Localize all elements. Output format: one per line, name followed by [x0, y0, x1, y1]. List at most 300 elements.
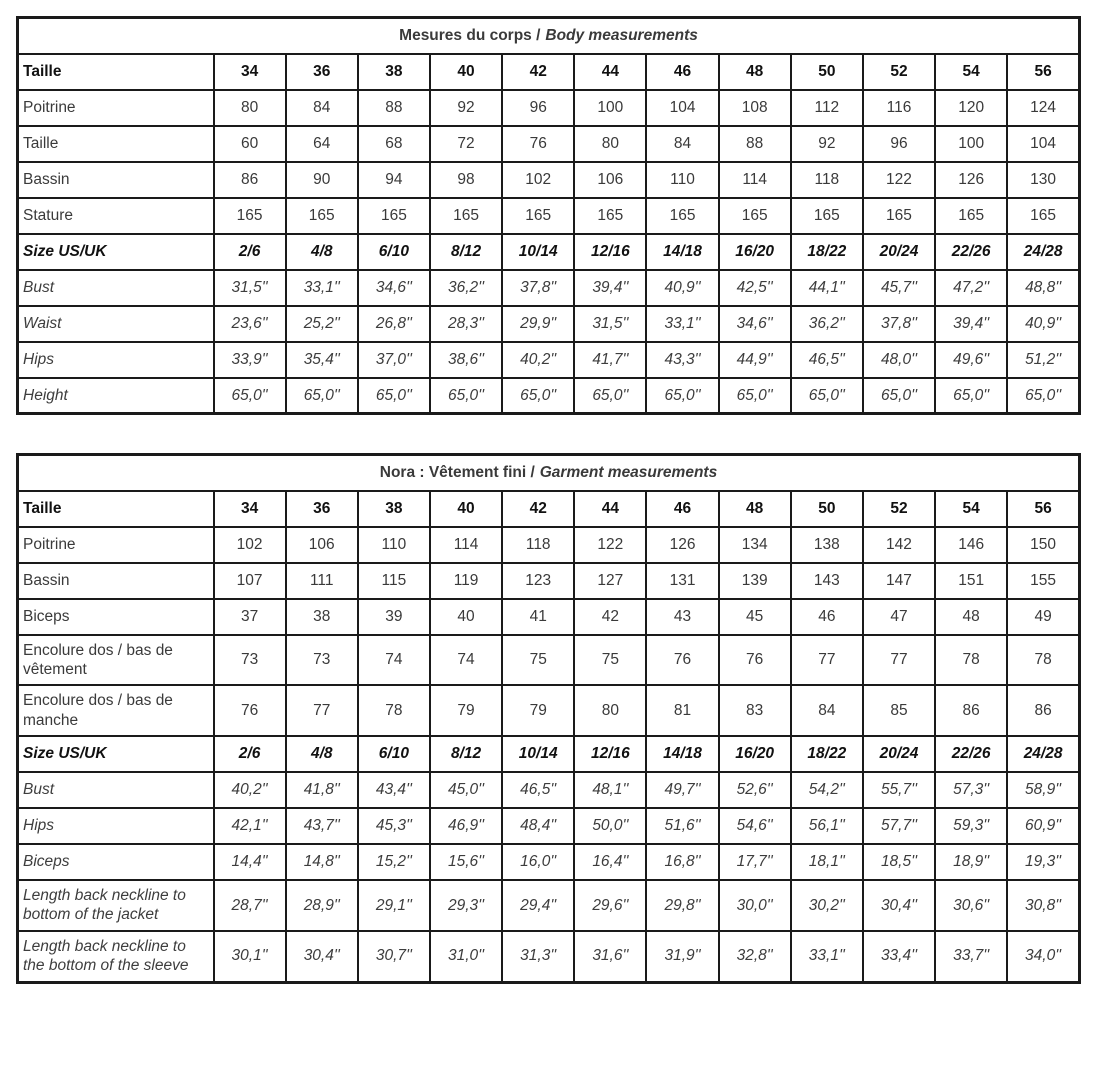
row-label: Stature: [18, 198, 214, 234]
data-cell: 73: [286, 635, 358, 686]
data-cell: 29,8'': [646, 880, 718, 931]
data-cell: 45,0'': [430, 772, 502, 808]
row-size-us-uk: [18, 736, 1080, 772]
data-cell: 44,9'': [719, 342, 791, 378]
data-cell: 76: [214, 685, 286, 736]
data-cell: 126: [646, 527, 718, 563]
data-cell: 65,0'': [719, 378, 791, 414]
data-cell: 90: [286, 162, 358, 198]
data-cell: 94: [358, 162, 430, 198]
data-cell: 56,1'': [791, 808, 863, 844]
data-cell: 65,0'': [935, 378, 1007, 414]
data-cell: 96: [863, 126, 935, 162]
data-cell: 122: [863, 162, 935, 198]
data-cell: 165: [646, 198, 718, 234]
data-cell: 47,2'': [935, 270, 1007, 306]
data-cell: 115: [358, 563, 430, 599]
data-cell: 165: [574, 198, 646, 234]
data-cell: 41,8'': [286, 772, 358, 808]
data-cell: 151: [935, 563, 1007, 599]
table-title-main: Nora : Vêtement fini /: [379, 464, 535, 482]
data-cell: 106: [574, 162, 646, 198]
data-cell: 72: [430, 126, 502, 162]
data-cell: 165: [935, 198, 1007, 234]
row-label: Biceps: [18, 599, 214, 635]
row-biceps: [18, 599, 1080, 635]
size-column-header: 48: [719, 491, 791, 527]
data-cell: 49,6'': [935, 342, 1007, 378]
size-column-header: 40: [430, 54, 502, 90]
data-cell: 44,1'': [791, 270, 863, 306]
data-cell: 29,3'': [430, 880, 502, 931]
data-cell: 98: [430, 162, 502, 198]
table-title-main: Mesures du corps /: [399, 27, 541, 45]
row-encolure-dos-bas-de-manche: [18, 685, 1080, 736]
table-title: [18, 455, 1080, 491]
data-cell: 165: [286, 198, 358, 234]
data-cell: 110: [358, 527, 430, 563]
row-label: Length back neckline to the bottom of the sleeve: [18, 931, 214, 982]
data-cell: 58,9'': [1007, 772, 1079, 808]
row-label: Bassin: [18, 162, 214, 198]
row-label: Height: [18, 378, 214, 414]
data-cell: 100: [574, 90, 646, 126]
row-label: Length back neckline to bottom of the jacket: [18, 880, 214, 931]
data-cell: 86: [214, 162, 286, 198]
data-cell: 75: [574, 635, 646, 686]
data-cell: 108: [719, 90, 791, 126]
data-cell: 76: [646, 635, 718, 686]
data-cell: 54,2'': [791, 772, 863, 808]
data-cell: 65,0'': [574, 378, 646, 414]
data-cell: 29,4'': [502, 880, 574, 931]
row-taille: [18, 126, 1080, 162]
row-label: Encolure dos / bas de manche: [18, 685, 214, 736]
row-bust: [18, 772, 1080, 808]
data-cell: 16,4'': [574, 844, 646, 880]
data-cell: 41,7'': [574, 342, 646, 378]
data-cell: 73: [214, 635, 286, 686]
data-cell: 31,6'': [574, 931, 646, 982]
data-cell: 12/16: [574, 234, 646, 270]
data-cell: 165: [1007, 198, 1079, 234]
data-cell: 39: [358, 599, 430, 635]
data-cell: 57,3'': [935, 772, 1007, 808]
data-cell: 4/8: [286, 234, 358, 270]
data-cell: 30,2'': [791, 880, 863, 931]
data-cell: 37,8'': [502, 270, 574, 306]
data-cell: 30,7'': [358, 931, 430, 982]
data-cell: 38,6'': [430, 342, 502, 378]
data-cell: 76: [502, 126, 574, 162]
data-cell: 29,9'': [502, 306, 574, 342]
row-encolure-dos-bas-de-v-tement: [18, 635, 1080, 686]
data-cell: 34,0'': [1007, 931, 1079, 982]
data-cell: 29,6'': [574, 880, 646, 931]
data-cell: 39,4'': [935, 306, 1007, 342]
data-cell: 26,8'': [358, 306, 430, 342]
data-cell: 40,9'': [646, 270, 718, 306]
data-cell: 78: [1007, 635, 1079, 686]
data-cell: 46: [791, 599, 863, 635]
data-cell: 31,5'': [574, 306, 646, 342]
data-cell: 86: [1007, 685, 1079, 736]
data-cell: 49,7'': [646, 772, 718, 808]
data-cell: 33,1'': [286, 270, 358, 306]
data-cell: 31,9'': [646, 931, 718, 982]
sizes-header-label: Taille: [18, 54, 214, 90]
data-cell: 28,7'': [214, 880, 286, 931]
row-label: Size US/UK: [18, 234, 214, 270]
size-column-header: 52: [863, 54, 935, 90]
data-cell: 60: [214, 126, 286, 162]
data-cell: 45,7'': [863, 270, 935, 306]
data-cell: 88: [358, 90, 430, 126]
data-cell: 104: [1007, 126, 1079, 162]
data-cell: 165: [214, 198, 286, 234]
data-cell: 78: [358, 685, 430, 736]
data-cell: 112: [791, 90, 863, 126]
row-label: Poitrine: [18, 90, 214, 126]
data-cell: 25,2'': [286, 306, 358, 342]
data-cell: 20/24: [863, 234, 935, 270]
data-cell: 106: [286, 527, 358, 563]
row-label: Bassin: [18, 563, 214, 599]
data-cell: 32,8'': [719, 931, 791, 982]
data-cell: 18/22: [791, 234, 863, 270]
data-cell: 150: [1007, 527, 1079, 563]
data-cell: 114: [430, 527, 502, 563]
data-cell: 49: [1007, 599, 1079, 635]
row-label: Encolure dos / bas de vêtement: [18, 635, 214, 686]
size-column-header: 54: [935, 54, 1007, 90]
data-cell: 84: [791, 685, 863, 736]
row-label: Hips: [18, 808, 214, 844]
row-bassin: [18, 162, 1080, 198]
data-cell: 20/24: [863, 736, 935, 772]
data-cell: 14,8'': [286, 844, 358, 880]
data-cell: 39,4'': [574, 270, 646, 306]
data-cell: 122: [574, 527, 646, 563]
data-cell: 40,2'': [214, 772, 286, 808]
data-cell: 10/14: [502, 234, 574, 270]
data-cell: 48: [935, 599, 1007, 635]
data-cell: 77: [791, 635, 863, 686]
data-cell: 131: [646, 563, 718, 599]
data-cell: 60,9'': [1007, 808, 1079, 844]
data-cell: 18,1'': [791, 844, 863, 880]
data-cell: 147: [863, 563, 935, 599]
data-cell: 77: [286, 685, 358, 736]
data-cell: 16,8'': [646, 844, 718, 880]
data-cell: 65,0'': [358, 378, 430, 414]
data-cell: 127: [574, 563, 646, 599]
row-poitrine: [18, 90, 1080, 126]
data-cell: 48,8'': [1007, 270, 1079, 306]
size-column-header: 34: [214, 491, 286, 527]
size-column-header: 34: [214, 54, 286, 90]
table-title: [18, 18, 1080, 54]
data-cell: 51,6'': [646, 808, 718, 844]
data-cell: 88: [719, 126, 791, 162]
row-size-us-uk: [18, 234, 1080, 270]
size-column-header: 48: [719, 54, 791, 90]
data-cell: 65,0'': [863, 378, 935, 414]
data-cell: 80: [574, 126, 646, 162]
data-cell: 6/10: [358, 736, 430, 772]
data-cell: 64: [286, 126, 358, 162]
data-cell: 80: [214, 90, 286, 126]
data-cell: 14,4'': [214, 844, 286, 880]
data-cell: 85: [863, 685, 935, 736]
data-cell: 24/28: [1007, 234, 1079, 270]
data-cell: 10/14: [502, 736, 574, 772]
data-cell: 43: [646, 599, 718, 635]
sizes-header-row: [18, 54, 1080, 90]
data-cell: 15,2'': [358, 844, 430, 880]
data-cell: 23,6'': [214, 306, 286, 342]
size-column-header: 42: [502, 491, 574, 527]
data-cell: 43,4'': [358, 772, 430, 808]
data-cell: 18,9'': [935, 844, 1007, 880]
data-cell: 30,6'': [935, 880, 1007, 931]
data-cell: 65,0'': [430, 378, 502, 414]
data-cell: 2/6: [214, 736, 286, 772]
data-cell: 33,4'': [863, 931, 935, 982]
row-stature: [18, 198, 1080, 234]
data-cell: 74: [358, 635, 430, 686]
size-column-header: 50: [791, 491, 863, 527]
data-cell: 22/26: [935, 736, 1007, 772]
data-cell: 35,4'': [286, 342, 358, 378]
size-column-header: 44: [574, 54, 646, 90]
data-cell: 36,2'': [430, 270, 502, 306]
size-column-header: 52: [863, 491, 935, 527]
data-cell: 51,2'': [1007, 342, 1079, 378]
row-poitrine: [18, 527, 1080, 563]
data-cell: 130: [1007, 162, 1079, 198]
row-label: Biceps: [18, 844, 214, 880]
row-label: Bust: [18, 270, 214, 306]
data-cell: 102: [502, 162, 574, 198]
data-cell: 104: [646, 90, 718, 126]
data-cell: 139: [719, 563, 791, 599]
sizes-header-row: [18, 491, 1080, 527]
data-cell: 36,2'': [791, 306, 863, 342]
data-cell: 102: [214, 527, 286, 563]
data-cell: 46,5'': [791, 342, 863, 378]
row-hips: [18, 808, 1080, 844]
data-cell: 22/26: [935, 234, 1007, 270]
data-cell: 40,2'': [502, 342, 574, 378]
data-cell: 142: [863, 527, 935, 563]
table-title-translation: Garment measurements: [539, 464, 718, 482]
size-column-header: 38: [358, 54, 430, 90]
data-cell: 134: [719, 527, 791, 563]
data-cell: 28,3'': [430, 306, 502, 342]
data-cell: 38: [286, 599, 358, 635]
data-cell: 31,0'': [430, 931, 502, 982]
data-cell: 12/16: [574, 736, 646, 772]
size-column-header: 36: [286, 54, 358, 90]
data-cell: 34,6'': [358, 270, 430, 306]
data-cell: 92: [791, 126, 863, 162]
size-column-header: 40: [430, 491, 502, 527]
data-cell: 24/28: [1007, 736, 1079, 772]
garment-measurements-table: [16, 453, 1081, 984]
data-cell: 37,8'': [863, 306, 935, 342]
data-cell: 76: [719, 635, 791, 686]
size-column-header: 42: [502, 54, 574, 90]
data-cell: 165: [502, 198, 574, 234]
data-cell: 31,5'': [214, 270, 286, 306]
data-cell: 33,9'': [214, 342, 286, 378]
data-cell: 37: [214, 599, 286, 635]
data-cell: 165: [358, 198, 430, 234]
data-cell: 107: [214, 563, 286, 599]
data-cell: 30,1'': [214, 931, 286, 982]
data-cell: 28,9'': [286, 880, 358, 931]
data-cell: 86: [935, 685, 1007, 736]
data-cell: 65,0'': [286, 378, 358, 414]
data-cell: 2/6: [214, 234, 286, 270]
data-cell: 42: [574, 599, 646, 635]
data-cell: 16/20: [719, 234, 791, 270]
data-cell: 165: [863, 198, 935, 234]
sizes-header-label: Taille: [18, 491, 214, 527]
data-cell: 34,6'': [719, 306, 791, 342]
data-cell: 57,7'': [863, 808, 935, 844]
data-cell: 126: [935, 162, 1007, 198]
row-label: Poitrine: [18, 527, 214, 563]
data-cell: 65,0'': [791, 378, 863, 414]
data-cell: 18/22: [791, 736, 863, 772]
data-cell: 84: [646, 126, 718, 162]
data-cell: 155: [1007, 563, 1079, 599]
row-bassin: [18, 563, 1080, 599]
data-cell: 123: [502, 563, 574, 599]
table-title-row: [18, 18, 1080, 54]
data-cell: 119: [430, 563, 502, 599]
data-cell: 138: [791, 527, 863, 563]
data-cell: 116: [863, 90, 935, 126]
data-cell: 41: [502, 599, 574, 635]
data-cell: 120: [935, 90, 1007, 126]
data-cell: 75: [502, 635, 574, 686]
size-column-header: 54: [935, 491, 1007, 527]
data-cell: 54,6'': [719, 808, 791, 844]
size-column-header: 50: [791, 54, 863, 90]
data-cell: 110: [646, 162, 718, 198]
data-cell: 65,0'': [646, 378, 718, 414]
data-cell: 43,3'': [646, 342, 718, 378]
table-title-row: [18, 455, 1080, 491]
data-cell: 77: [863, 635, 935, 686]
data-cell: 65,0'': [1007, 378, 1079, 414]
data-cell: 42,5'': [719, 270, 791, 306]
data-cell: 48,0'': [863, 342, 935, 378]
data-cell: 65,0'': [214, 378, 286, 414]
data-cell: 19,3'': [1007, 844, 1079, 880]
row-length-back-neckline-to-the-bottom-of-the-sleeve: [18, 931, 1080, 982]
data-cell: 8/12: [430, 234, 502, 270]
data-cell: 16/20: [719, 736, 791, 772]
data-cell: 33,1'': [646, 306, 718, 342]
table-title-translation: Body measurements: [545, 27, 698, 45]
data-cell: 165: [719, 198, 791, 234]
data-cell: 45,3'': [358, 808, 430, 844]
data-cell: 8/12: [430, 736, 502, 772]
data-cell: 92: [430, 90, 502, 126]
data-cell: 42,1'': [214, 808, 286, 844]
body-measurements-table: [16, 16, 1081, 415]
data-cell: 43,7'': [286, 808, 358, 844]
data-cell: 79: [430, 685, 502, 736]
data-cell: 165: [430, 198, 502, 234]
data-cell: 118: [502, 527, 574, 563]
data-cell: 29,1'': [358, 880, 430, 931]
size-column-header: 36: [286, 491, 358, 527]
row-label: Size US/UK: [18, 736, 214, 772]
data-cell: 33,1'': [791, 931, 863, 982]
data-cell: 40,9'': [1007, 306, 1079, 342]
data-cell: 30,8'': [1007, 880, 1079, 931]
size-column-header: 44: [574, 491, 646, 527]
data-cell: 18,5'': [863, 844, 935, 880]
data-cell: 14/18: [646, 234, 718, 270]
data-cell: 16,0'': [502, 844, 574, 880]
data-cell: 124: [1007, 90, 1079, 126]
row-label: Waist: [18, 306, 214, 342]
size-column-header: 46: [646, 491, 718, 527]
data-cell: 30,4'': [286, 931, 358, 982]
data-cell: 74: [430, 635, 502, 686]
data-cell: 31,3'': [502, 931, 574, 982]
data-cell: 14/18: [646, 736, 718, 772]
data-cell: 83: [719, 685, 791, 736]
data-cell: 37,0'': [358, 342, 430, 378]
size-column-header: 46: [646, 54, 718, 90]
data-cell: 30,0'': [719, 880, 791, 931]
data-cell: 143: [791, 563, 863, 599]
data-cell: 114: [719, 162, 791, 198]
row-length-back-neckline-to-bottom-of-the-jacket: [18, 880, 1080, 931]
data-cell: 33,7'': [935, 931, 1007, 982]
data-cell: 81: [646, 685, 718, 736]
data-cell: 111: [286, 563, 358, 599]
data-cell: 45: [719, 599, 791, 635]
data-cell: 52,6'': [719, 772, 791, 808]
data-cell: 84: [286, 90, 358, 126]
data-cell: 80: [574, 685, 646, 736]
data-cell: 40: [430, 599, 502, 635]
data-cell: 65,0'': [502, 378, 574, 414]
size-column-header: 56: [1007, 54, 1079, 90]
data-cell: 146: [935, 527, 1007, 563]
data-cell: 118: [791, 162, 863, 198]
data-cell: 46,9'': [430, 808, 502, 844]
data-cell: 47: [863, 599, 935, 635]
data-cell: 50,0'': [574, 808, 646, 844]
row-label: Hips: [18, 342, 214, 378]
data-cell: 17,7'': [719, 844, 791, 880]
data-cell: 79: [502, 685, 574, 736]
size-column-header: 38: [358, 491, 430, 527]
data-cell: 100: [935, 126, 1007, 162]
row-hips: [18, 342, 1080, 378]
row-bust: [18, 270, 1080, 306]
data-cell: 15,6'': [430, 844, 502, 880]
